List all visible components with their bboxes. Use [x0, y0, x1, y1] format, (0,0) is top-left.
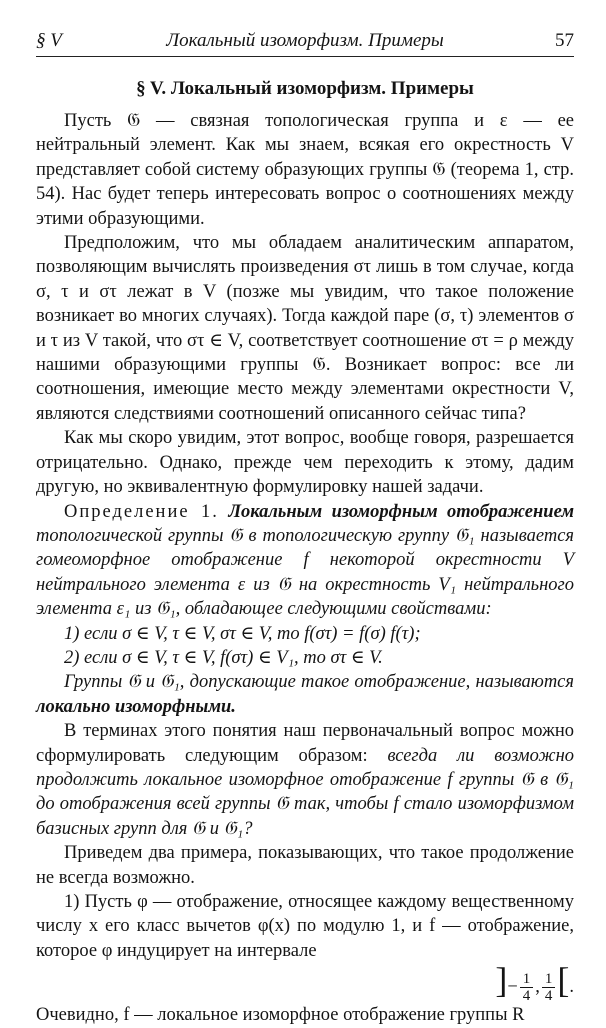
definition-term: Локальным изоморфным отображением	[228, 501, 574, 522]
interval-formula: ]− $\frac{1}{4}$ , $\frac{1}{4}$ [.	[495, 960, 574, 1005]
header-section: § V	[36, 30, 62, 51]
paragraph-3: Как мы скоро увидим, этот вопрос, вообще говоря, разрешается отрицательно. Однако, прежде чем переходить к этому, дадим другую, но эквивалентную формулировку нашей задачи.	[36, 428, 574, 498]
definition-closing	[36, 670, 574, 719]
fraction-right: $\frac{1}{4}$	[542, 971, 556, 1004]
definition-closing-text: Группы 𝔊 и 𝔊₁, допускающие такое отображение, называются	[64, 672, 574, 693]
property-2: 2) если σ ∈ V, τ ∈ V, f(στ) ∈ V₁, то στ ∈ V.	[64, 647, 383, 668]
definition-label: Определение 1.	[64, 501, 219, 522]
paragraph-4-question: всегда ли возможно продолжить локальное изоморфное отображение f группы 𝔊 в 𝔊₁ до отображения всей группы 𝔊 так, чтобы f стало изоморфизмом базисных групп для 𝔊 и 𝔊₁?	[36, 745, 575, 839]
section-title: § V. Локальный изоморфизм. Примеры	[136, 78, 474, 99]
interval-line	[36, 960, 574, 1005]
body-text	[36, 109, 574, 1028]
paragraph-6: 1) Пусть φ — отображение, относящее каждому вещественному числу x его класс вычетов φ(x) по модулю 1, и f — отображение, которое φ индуцирует на интервале	[36, 892, 574, 961]
paragraph-4	[36, 719, 574, 841]
interval-minus: −	[507, 977, 518, 998]
page-number: 57	[555, 30, 574, 51]
definition-properties	[36, 622, 574, 671]
header-rule	[36, 56, 574, 57]
paragraph-2: Предположим, что мы обладаем аналитическим аппаратом, позволяющим вычислять произведения στ лишь в том случае, когда σ, τ и στ лежат в V (позже мы увидим, что такое положение возникает во многих случаях). Тогда каждой паре (σ, τ) элементов σ и τ из V такой, что στ ∈ V, соответствует соотношение στ = ρ между нашими образующими группы 𝔊. Возникает вопрос: все ли соотношения, имеющие место между элементами окрестности V, являются следствиями соотношений описанного сейчас типа?	[36, 233, 574, 424]
paragraph-4-intro: В терминах этого понятия наш первоначальный вопрос можно сформулировать следующим образом:	[36, 721, 574, 766]
definition-text: топологической группы 𝔊 в топологическую группу 𝔊₁ называется гомеоморфное отображение f некоторой окрестности V нейтрального элемента ε из 𝔊 на окрестность V₁ нейтрального элемента ε₁ из 𝔊₁, обладающее следующими свойствами:	[36, 525, 574, 620]
definition-closing-term: локально изоморфными.	[36, 696, 236, 717]
header-title: Локальный изоморфизм. Примеры	[166, 30, 444, 51]
definition	[36, 500, 574, 622]
paragraph-1: Пусть 𝔊 — связная топологическая группа и ε — ее нейтральный элемент. Как мы знаем, всякая его окрестность V представляет собой систему образующих группы 𝔊 (теорема 1, стр. 54). Нас будет теперь интересовать вопрос о соотношениях между этими образующими.	[36, 111, 574, 229]
property-1: 1) если σ ∈ V, τ ∈ V, στ ∈ V, то f(στ) = f(σ) f(τ);	[64, 623, 421, 644]
fraction-left: $\frac{1}{4}$	[520, 971, 534, 1004]
paragraph-5: Приведем два примера, показывающих, что такое продолжение не всегда возможно.	[36, 843, 574, 888]
interval-comma: ,	[535, 977, 540, 998]
paragraph-6-continued: Очевидно, f — локальное изоморфное отображение группы R	[36, 1005, 525, 1026]
bracket-left: ]	[495, 960, 508, 1001]
bracket-right: [	[557, 960, 570, 1001]
running-head	[36, 30, 574, 54]
